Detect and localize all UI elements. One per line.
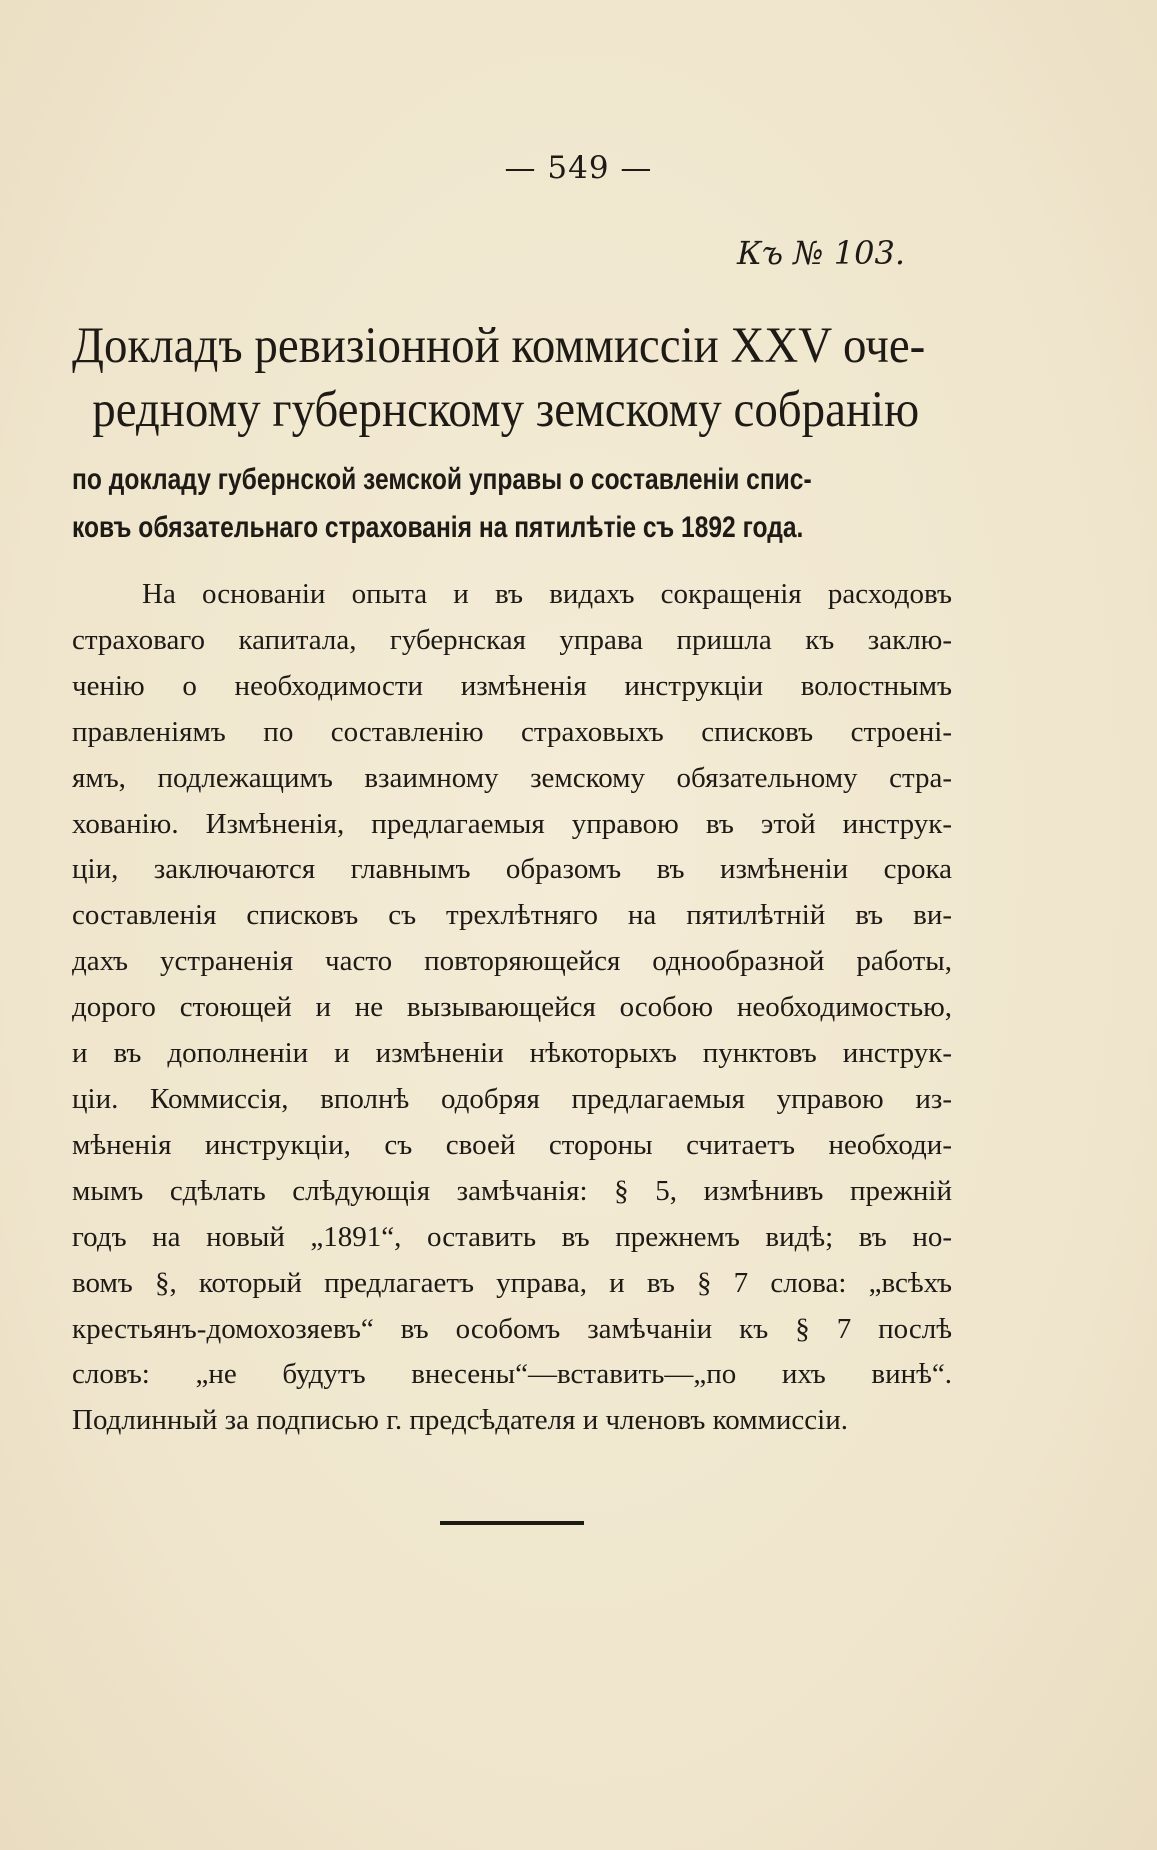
- body-line: дахъ устраненiя часто повторяющейся однообразной работы,: [72, 945, 952, 978]
- body-line: мымъ сдѣлать слѣдующiя замѣчанiя: § 5, измѣнивъ прежнiй: [72, 1174, 952, 1207]
- body-text: [72, 572, 952, 1444]
- body-line: словъ: „не будутъ внесены“—вставить—„по ихъ винѣ“.: [72, 1358, 952, 1391]
- body-line: крестьянъ-домохозяевъ“ въ особомъ замѣчанiи къ § 7 послѣ: [72, 1312, 952, 1345]
- subtitle-line: по докладу губернской земской управы о составленiи спис-: [72, 463, 812, 496]
- title-line: Докладъ ревизiонной коммиссiи XXV оче-: [72, 318, 926, 374]
- body-line: ченiю о необходимости измѣненiя инструкцiи волостнымъ: [72, 669, 952, 702]
- body-line: составленiя списковъ съ трехлѣтняго на пятилѣтнiй въ ви-: [72, 899, 952, 932]
- subtitle-line: ковъ обязательнаго страхованiя на пятилѣтiе съ 1892 года.: [72, 511, 804, 544]
- body-line: и въ дополненiи и измѣненiи нѣкоторыхъ пунктовъ инструк-: [72, 1037, 952, 1070]
- body-line: Подлинный за подписью г. предсѣдателя и членовъ коммиссiи.: [72, 1404, 848, 1437]
- body-line: цiи. Коммиссiя, вполнѣ одобряя предлагаемыя управою из-: [72, 1082, 952, 1115]
- body-line: цiи, заключаются главнымъ образомъ въ измѣненiи срока: [72, 853, 952, 886]
- body-line: правленiямъ по составленiю страховыхъ списковъ строенi-: [72, 715, 952, 748]
- body-line: На основанiи опыта и въ видахъ сокращенiя расходовъ: [142, 578, 952, 610]
- report-subtitle: [72, 456, 812, 552]
- body-line: хованiю. Измѣненiя, предлагаемыя управою въ этой инструк-: [72, 807, 952, 840]
- document-reference: Къ № 103.: [737, 234, 905, 272]
- body-line: вомъ §, который предлагаетъ управа, и въ § 7 слова: „всѣхъ: [72, 1266, 952, 1299]
- title-line: редному губернскому земскому собранiю: [92, 382, 920, 438]
- body-line: мѣненiя инструкцiи, съ своей стороны считаетъ необходи-: [72, 1128, 952, 1161]
- report-title: [72, 314, 926, 442]
- body-line: страховаго капитала, губернская управа пришла къ заклю-: [72, 623, 952, 656]
- body-line: дорого стоющей и не вызывающейся особою необходимостью,: [72, 991, 952, 1024]
- closing-rule: [440, 1521, 584, 1525]
- body-line: ямъ, подлежащимъ взаимному земскому обязательному стра-: [72, 761, 952, 794]
- page-number: — 549 —: [504, 150, 653, 186]
- body-line: годъ на новый „1891“, оставить въ прежнемъ видѣ; въ но-: [72, 1220, 952, 1253]
